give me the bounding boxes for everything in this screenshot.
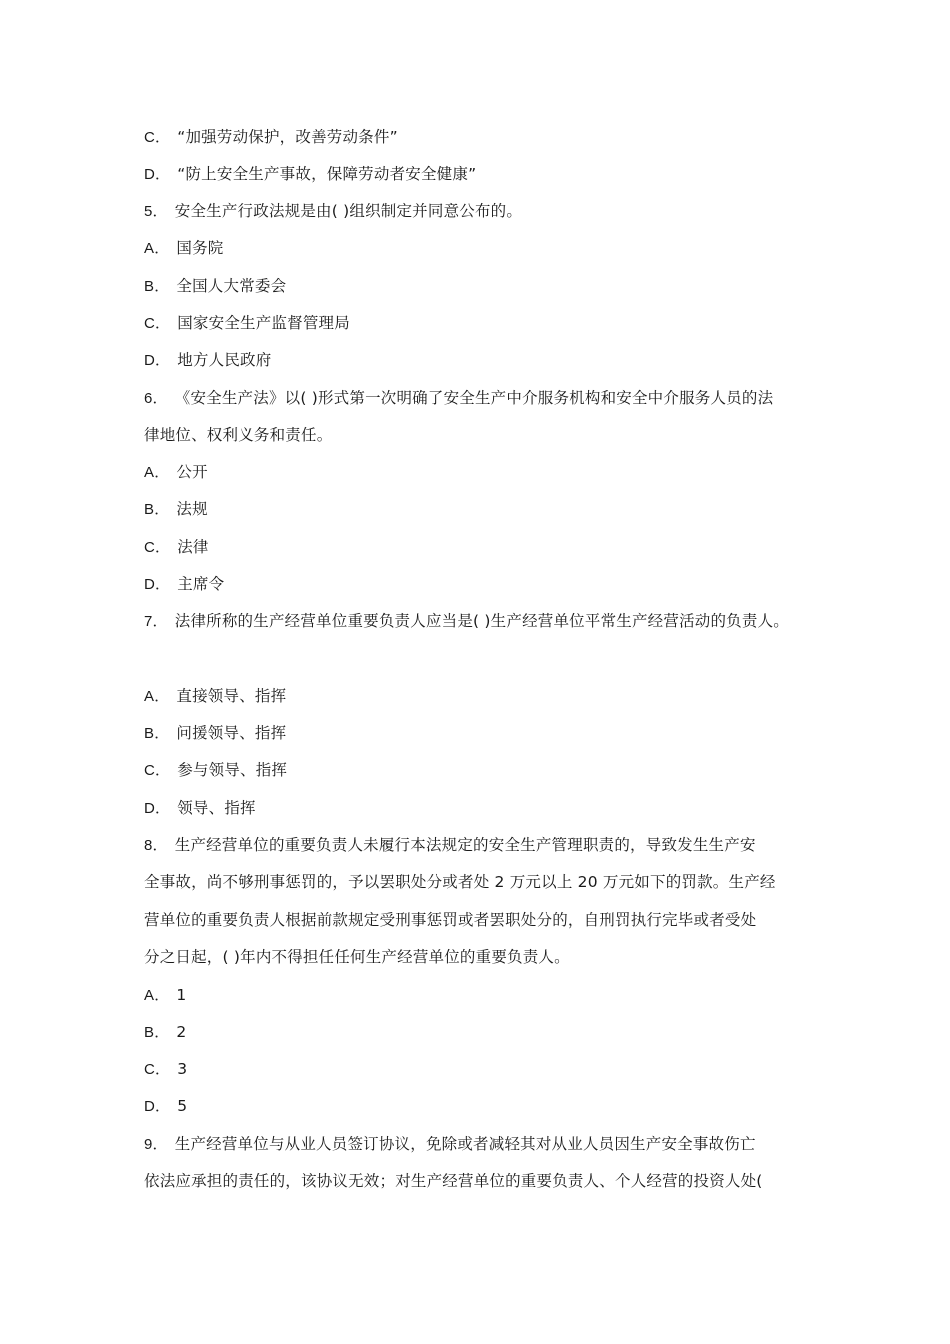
option-line xyxy=(144,760,287,781)
option-text: 法规 xyxy=(176,500,208,518)
option-line xyxy=(144,127,398,148)
option-text: 参与领导、指挥 xyxy=(177,761,288,779)
question-text: 生产经营单位与从业人员签订协议，免除或者减轻其对从业人员因生产安全事故伤亡 xyxy=(174,1135,756,1153)
option-letter: D． xyxy=(144,166,171,183)
question-text: 生产经营单位的重要负责人未履行本法规定的安全生产管理职责的，导致发生生产安 xyxy=(174,836,756,854)
question-text: 分之日起，( )年内不得担任任何生产经营单位的重要负责人。 xyxy=(144,948,570,966)
question-number: 5． xyxy=(144,203,168,220)
question-number: 6． xyxy=(144,390,168,407)
question-text: 《安全生产法》以( )形式第一次明确了安全生产中介服务机构和安全中介服务人员的法 xyxy=(174,389,774,407)
option-letter: A． xyxy=(144,464,170,481)
option-letter: C． xyxy=(144,129,171,146)
option-line xyxy=(144,276,286,297)
option-line xyxy=(144,686,286,707)
option-text: 直接领导、指挥 xyxy=(176,687,287,705)
option-letter: D． xyxy=(144,352,171,369)
option-text: 1 xyxy=(176,986,187,1004)
question-continuation-line xyxy=(144,425,332,445)
option-line xyxy=(144,462,208,483)
question-text: 法律所称的生产经营单位重要负责人应当是( )生产经营单位平常生产经营活动的负责人。 xyxy=(174,612,789,630)
option-line xyxy=(144,1022,186,1043)
option-text: “防上安全生产事故，保障劳动者安全健康” xyxy=(177,165,477,183)
option-line xyxy=(144,574,224,595)
option-text: 问援领导、指挥 xyxy=(176,724,287,742)
option-letter: D． xyxy=(144,576,171,593)
option-letter: B． xyxy=(144,278,170,295)
option-line xyxy=(144,798,256,819)
question-continuation-line xyxy=(144,947,570,967)
option-line xyxy=(144,238,224,259)
question-text: 律地位、权利义务和责任。 xyxy=(144,426,333,444)
option-line xyxy=(144,985,186,1006)
option-text: 主席令 xyxy=(177,575,225,593)
option-text: 2 xyxy=(176,1023,187,1041)
option-text: 公开 xyxy=(176,463,208,481)
question-number: 8． xyxy=(144,837,168,854)
question-line xyxy=(144,835,756,856)
question-number: 9． xyxy=(144,1136,168,1153)
option-line xyxy=(144,499,208,520)
question-line xyxy=(144,201,522,222)
option-text: 全国人大常委会 xyxy=(176,277,287,295)
option-letter: C． xyxy=(144,539,171,556)
option-text: 领导、指挥 xyxy=(177,799,256,817)
question-text: 营单位的重要负责人根据前款规定受刑事惩罚或者罢职处分的，自刑罚执行完毕或者受处 xyxy=(144,911,757,929)
option-letter: C． xyxy=(144,315,171,332)
option-text: 法律 xyxy=(177,538,209,556)
option-letter: A． xyxy=(144,688,170,705)
option-line xyxy=(144,350,271,371)
question-line xyxy=(144,611,789,632)
option-line xyxy=(144,1096,187,1117)
option-line xyxy=(144,1059,187,1080)
question-continuation-line xyxy=(144,872,776,892)
option-line xyxy=(144,313,350,334)
option-letter: A． xyxy=(144,987,170,1004)
option-line xyxy=(144,164,476,185)
option-text: 国家安全生产监督管理局 xyxy=(177,314,350,332)
option-text: 国务院 xyxy=(176,239,224,257)
question-continuation-line xyxy=(144,910,756,930)
option-letter: D． xyxy=(144,800,171,817)
option-letter: B． xyxy=(144,725,170,742)
option-text: 3 xyxy=(177,1060,188,1078)
question-line xyxy=(144,388,773,409)
question-number: 7． xyxy=(144,613,168,630)
option-line xyxy=(144,723,286,744)
question-continuation-line xyxy=(144,1171,763,1191)
question-line xyxy=(144,1134,756,1155)
question-text: 依法应承担的责任的，该协议无效；对生产经营单位的重要负责人、个人经营的投资人处( xyxy=(144,1172,763,1190)
option-line xyxy=(144,537,209,558)
option-letter: C． xyxy=(144,762,171,779)
option-text: 地方人民政府 xyxy=(177,351,272,369)
option-letter: D． xyxy=(144,1098,171,1115)
option-letter: C． xyxy=(144,1061,171,1078)
option-letter: A． xyxy=(144,240,170,257)
option-letter: B． xyxy=(144,1024,170,1041)
question-text: 安全生产行政法规是由( )组织制定并同意公布的。 xyxy=(174,202,523,220)
question-text: 全事故，尚不够刑事惩罚的，予以罢职处分或者处 2 万元以上 20 万元如下的罚款。生产经 xyxy=(144,873,776,891)
option-letter: B． xyxy=(144,501,170,518)
option-text: “加强劳动保护，改善劳动条件” xyxy=(177,128,398,146)
option-text: 5 xyxy=(177,1097,188,1115)
